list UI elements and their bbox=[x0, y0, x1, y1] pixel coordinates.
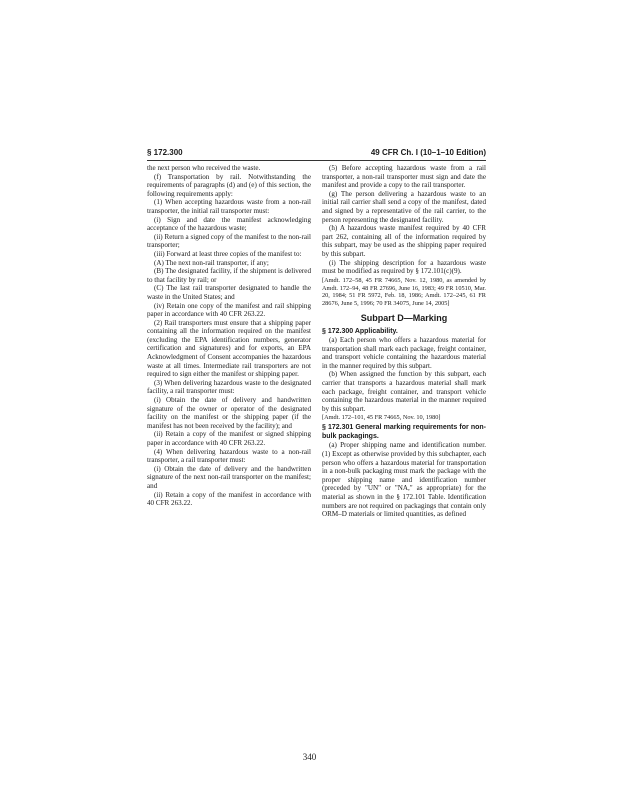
left-column bbox=[147, 164, 311, 508]
source-note: [Amdt. 172–58, 45 FR 74665, Nov. 12, 1980, as amended by Amdt. 172–94, 48 FR 27696, June 16, 1983; 49 FR 10510, Mar. 20, 1984; 51 FR 5972, Feb. 18, 1986; Amdt. 172–245, 61 FR 28676, June 5, 1996; 70 FR 34075, June 14, 2005] bbox=[322, 276, 486, 308]
paragraph: (i) Obtain the date of delivery and handwritten signature of the owner or operator of the designated facility on the manifest or the shipping paper (if the manifest has not been received by the facility); and bbox=[147, 396, 311, 430]
subpart-title: Subpart D—Marking bbox=[360, 312, 448, 323]
paragraph: (ii) Return a signed copy of the manifest to the non-rail transporter; bbox=[147, 232, 311, 250]
paragraph: (ii) Retain a copy of the manifest in accordance with 40 CFR 263.22. bbox=[147, 490, 311, 508]
paragraph: (4) When delivering hazardous waste to a non-rail transporter, a rail transporter must: bbox=[147, 447, 311, 465]
publication-title: 49 CFR Ch. I (10–1–10 Edition) bbox=[370, 148, 486, 157]
paragraph: (a) Proper shipping name and identification number. (1) Except as otherwise provided by this subchapter, each person who offers a hazardous material for transportation in a non-bulk packaging must mark the package with the proper shipping name and identification number (preceded by "UN" or "NA," as appropriate) for the material as shown in the § 172.101 Table. Identification numbers are not required on packagings that contain only ORM–D materials or limited quantities, as defined bbox=[322, 441, 486, 519]
paragraph: (C) The last rail transporter designated to handle the waste in the United States; and bbox=[147, 284, 311, 301]
paragraph: (3) When delivering hazardous waste to the designated facility, a rail transporter must: bbox=[147, 378, 311, 396]
paragraph: (ii) Retain a copy of the manifest or signed shipping paper in accordance with 40 CFR 263.22. bbox=[147, 430, 311, 447]
section-heading: § 172.300 Applicability. bbox=[322, 327, 398, 335]
paragraph: (iv) Retain one copy of the manifest and rail shipping paper in accordance with 40 CFR 263.22. bbox=[147, 301, 311, 319]
header-rule bbox=[147, 160, 486, 161]
paragraph: (A) The next non-rail transporter, if any; bbox=[154, 258, 269, 267]
paragraph: (iii) Forward at least three copies of the manifest to: bbox=[154, 249, 302, 258]
paragraph: (i) Sign and date the manifest acknowledging acceptance of the hazardous waste; bbox=[147, 215, 311, 233]
paragraph: (2) Rail transporters must ensure that a shipping paper containing all the information required on the manifest (excluding the EPA identification numbers, generator certification and signatures) and for exports, an EPA Acknowledgment of Consent accompanies the hazardous waste at all times. Intermediate rail transporters are not required to sign either the manifest or shipping paper. bbox=[147, 318, 311, 379]
paragraph: the next person who received the waste. bbox=[147, 164, 261, 172]
paragraph: (a) Each person who offers a hazardous material for transportation shall mark each package, freight container, and transport vehicle containing the hazardous material in the manner required by this subpart. bbox=[322, 336, 486, 370]
section-heading: § 172.301 General marking requirements for non-bulk packagings. bbox=[322, 424, 486, 440]
page-number: 340 bbox=[302, 752, 317, 762]
paragraph: (i) The shipping description for a hazardous waste must be modified as required by § 172.101(c)(9). bbox=[322, 258, 486, 276]
right-column bbox=[322, 164, 486, 519]
paragraph: (b) When assigned the function by this subpart, each carrier that transports a hazardous material shall mark each package, freight container, and transport vehicle containing the hazardous material in the manner required by this subpart. bbox=[322, 370, 486, 413]
paragraph: (h) A hazardous waste manifest required by 40 CFR part 262, containing all of the information required by this subpart, may be used as the shipping paper required by this subpart. bbox=[322, 224, 486, 258]
paragraph: (g) The person delivering a hazardous waste to an initial rail carrier shall send a copy of the manifest, dated and signed by a representative of the rail carrier, to the person representing the designated facility. bbox=[322, 189, 486, 224]
paragraph: (1) When accepting hazardous waste from a non-rail transporter, the initial rail transporter must: bbox=[147, 198, 311, 215]
source-note: [Amdt. 172–101, 45 FR 74665, Nov. 10, 1980] bbox=[322, 414, 441, 422]
paragraph: (5) Before accepting hazardous waste from a rail transporter, a non-rail transporter must sign and date the manifest and provide a copy to the rail transporter. bbox=[322, 164, 486, 190]
paragraph: (i) Obtain the date of delivery and the handwritten signature of the next non-rail transporter on the manifest; and bbox=[147, 464, 311, 490]
paragraph: (B) The designated facility, if the shipment is delivered to that facility by rail; or bbox=[147, 267, 311, 284]
paragraph: (f) Transportation by rail. Notwithstanding the requirements of paragraphs (d) and (e) of this section, the following requirements apply: bbox=[147, 172, 311, 198]
section-number: § 172.300 bbox=[147, 148, 183, 157]
